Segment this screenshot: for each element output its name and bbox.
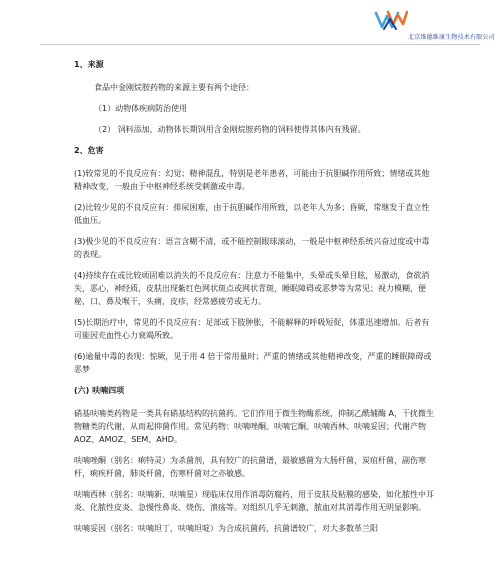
- page-header: [0, 0, 500, 50]
- harm-para-6: (6)逾量中毒的表现：惊厥，见于用 4 倍于常用量时；严重的情绪或其他精神改变，严重的睡眠障碍或恶梦: [74, 352, 432, 374]
- harm-para-2: (2)比较少见的不良反应有：排尿困难，由于抗胆碱作用所致，以老年人为多；昏厥，常继发于直立性低血压。: [74, 203, 430, 225]
- nitrofuran-para-4: 呋喃妥因（别名：呋喃坦丁，呋喃坦啶）为合成抗菌药，抗菌谱较广，对大多数革兰阳: [74, 524, 378, 533]
- source-item-2: （2） 饲料添加，动物体长期饲用含金刚烷胺药物的饲料使得其体内有残留。: [94, 125, 366, 134]
- document-body: [74, 58, 434, 543]
- source-item-1: （1）动物体疾病防治使用: [94, 104, 188, 113]
- harm-para-4: (4)持续存在或比较顽固难以消失的不良反应有：注意力不能集中，头晕或头晕目眩，易激动，食欲消失，恶心，神经质，皮肤出现紫红色网状斑点或网状青斑，睡眠障碍或恶梦等为常见；视力模糊，便秘，口、鼻及喉干，头痛，皮疹，经常感疲劳或无力。: [74, 271, 430, 306]
- source-intro: 食品中金刚烷胺药物的来源主要有两个途径：: [94, 83, 254, 92]
- header-divider: [40, 44, 480, 45]
- section-title-source: 1、来源: [74, 60, 104, 69]
- section-title-nitrofurans: (六) 呋喃四项: [74, 386, 125, 395]
- harm-para-5: (5)长期治疗中，常见的不良反应有：足部或下肢肿胀，不能解释的呼吸短促，体重迅速增加。后者有可能因充血性心力衰竭所致。: [74, 318, 430, 340]
- harm-para-1: (1)较常见的不良反应有：幻觉；精神混乱，特别是老年患者，可能由于抗胆碱作用所致；情绪或其他精神改变，一般由于中枢神经系统受刺激或中毒。: [74, 169, 430, 191]
- wm-logo-icon: [374, 8, 408, 32]
- company-name: 北京维德维康生物技术有限公司: [408, 34, 495, 41]
- nitrofuran-para-3: 呋喃西林（别名：呋喃新、呋喃星）现临床仅用作消毒防腐药，用于皮肤及粘膜的感染，如化脓性中耳炎、化脓性皮炎、急慢性鼻炎、烧伤、溃疡等。对组织几乎无刺激，脓血对其消毒作用无明显影响。: [74, 490, 434, 512]
- nitrofuran-para-2: 呋喃唑酮（别名：痢特灵）为杀菌剂，具有较广的抗菌谱，最敏感菌为大肠杆菌，炭疽杆菌，副伤寒杆，痢疾杆菌，肺炎杆菌，伤寒杆菌对之亦敏感。: [74, 456, 426, 478]
- section-title-harm: 2、危害: [74, 146, 104, 155]
- harm-para-3: (3)极少见的不良反应有：语言含糊不清，或不能控制眼球滚动，一般是中枢神经系统兴奋过度或中毒的表现。: [74, 237, 430, 259]
- nitrofuran-para-1: 硝基呋喃类药物是一类具有硝基结构的抗菌药。它们作用于微生物酶系统，抑制乙酰辅酶 A，干扰微生物糖类的代谢，从而起抑菌作用。常见药物：呋喃唑酮、呋喃它酮、呋喃西林、呋喃妥因；代谢产物 AOZ、AMOZ、SEM、AHD。: [74, 409, 435, 444]
